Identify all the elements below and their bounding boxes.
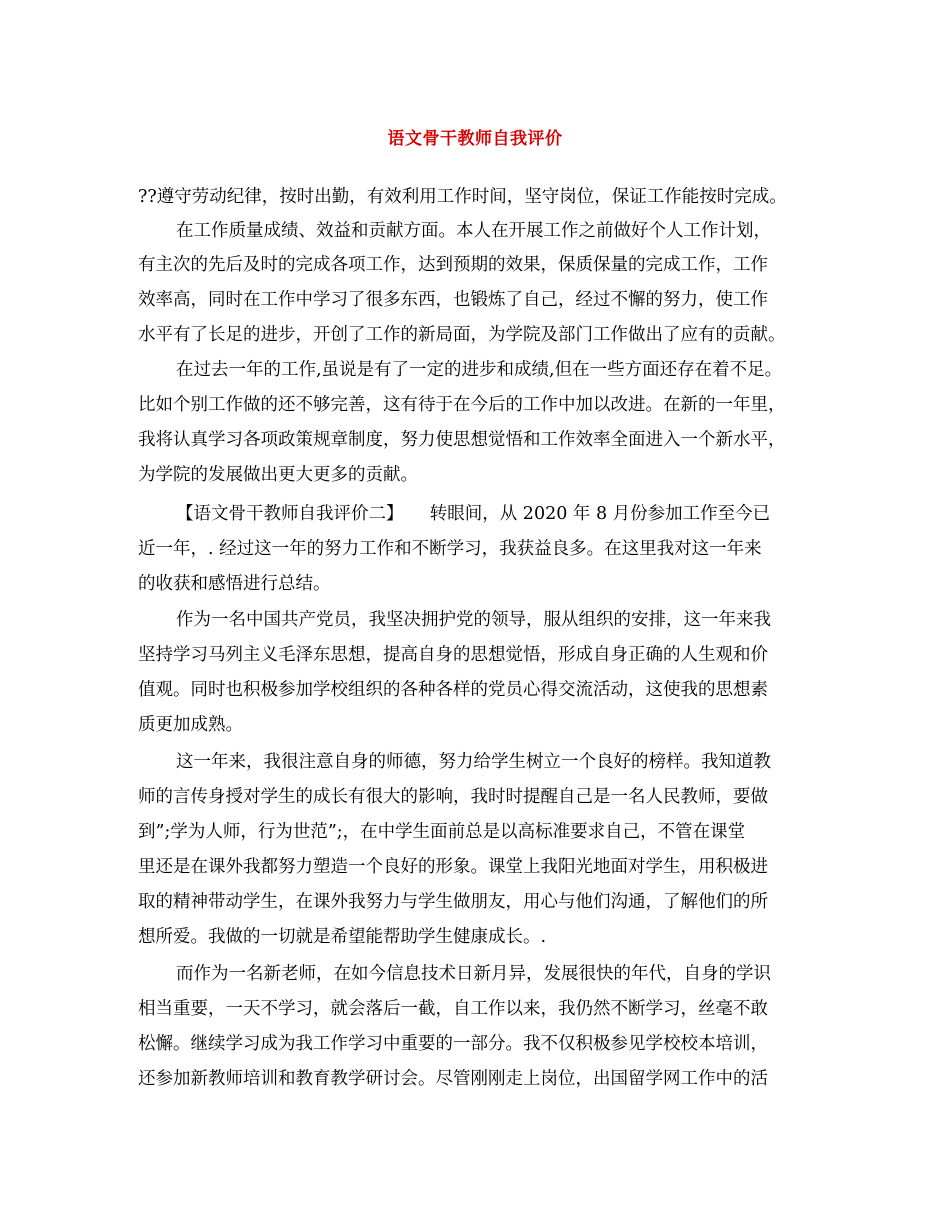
text-line: 值观。同时也积极参加学校组织的各种各样的党员心得交流活动，这使我的思想素 xyxy=(138,680,768,700)
text-line: 的收获和感悟进行总结。 xyxy=(138,574,331,594)
text-line: 质更加成熟。 xyxy=(138,715,243,735)
text-line: 里还是在课外我都努力塑造一个良好的形象。课堂上我阳光地面对学生，用积极进 xyxy=(138,857,768,877)
document-title: 语文骨干教师自我评价 xyxy=(387,129,563,149)
text-line: 相当重要，一天不学习，就会落后一截，自工作以来，我仍然不断学习，丝毫不敢 xyxy=(138,999,768,1019)
text-line: 取的精神带动学生，在课外我努力与学生做朋友，用心与他们沟通，了解他们的所 xyxy=(138,892,768,912)
text-line: 这一年来，我很注意自身的师德，努力给学生树立一个良好的榜样。我知道教 xyxy=(176,752,771,772)
text-line: 【语文骨干教师自我评价二】 转眼间，从 2020 年 8 月份参加工作至今已 xyxy=(176,504,771,524)
text-line: 在工作质量成绩、效益和贡献方面。本人在开展工作之前做好个人工作计划， xyxy=(176,221,771,241)
text-line: 坚持学习马列主义毛泽东思想，提高自身的思想觉悟，形成自身正确的人生观和价 xyxy=(138,645,768,665)
text-line: 到”;学为人师，行为世范”;，在中学生面前总是以高标准要求自己，不管在课堂 xyxy=(138,822,746,842)
text-line: 而作为一名新老师，在如今信息技术日新月异，发展很快的年代，自身的学识 xyxy=(176,964,771,984)
text-line: 我将认真学习各项政策规章制度，努力使思想觉悟和工作效率全面进入一个新水平， xyxy=(138,430,786,450)
text-line: 近一年，. 经过这一年的努力工作和不断学习，我获益良多。在这里我对这一年来 xyxy=(138,539,762,559)
text-line: 比如个别工作做的还不够完善，这有待于在今后的工作中加以改进。在新的一年里， xyxy=(138,395,786,415)
text-line: 在过去一年的工作,虽说是有了一定的进步和成绩,但在一些方面还存在着不足。 xyxy=(176,360,783,380)
text-line: 为学院的发展做出更大更多的贡献。 xyxy=(138,465,418,485)
text-line: 想所爱。我做的一切就是希望能帮助学生健康成长。. xyxy=(138,927,547,947)
text-line: 松懈。继续学习成为我工作学习中重要的一部分。我不仅积极参见学校校本培训， xyxy=(138,1034,768,1054)
text-line: 还参加新教师培训和教育教学研讨会。尽管刚刚走上岗位，出国留学网工作中的活 xyxy=(138,1069,768,1089)
text-line: 水平有了长足的进步，开创了工作的新局面，为学院及部门工作做出了应有的贡献。 xyxy=(138,325,786,345)
text-line: 作为一名中国共产党员，我坚决拥护党的领导，服从组织的安排，这一年来我 xyxy=(176,610,771,630)
text-line: 师的言传身授对学生的成长有很大的影响，我时时提醒自己是一名人民教师，要做 xyxy=(138,787,768,807)
text-line: ??遵守劳动纪律，按时出勤，有效利用工作时间，坚守岗位，保证工作能按时完成。 xyxy=(138,187,787,207)
text-line: 有主次的先后及时的完成各项工作，达到预期的效果，保质保量的完成工作，工作 xyxy=(138,255,768,275)
text-line: 效率高，同时在工作中学习了很多东西，也锻炼了自己，经过不懈的努力，使工作 xyxy=(138,290,768,310)
